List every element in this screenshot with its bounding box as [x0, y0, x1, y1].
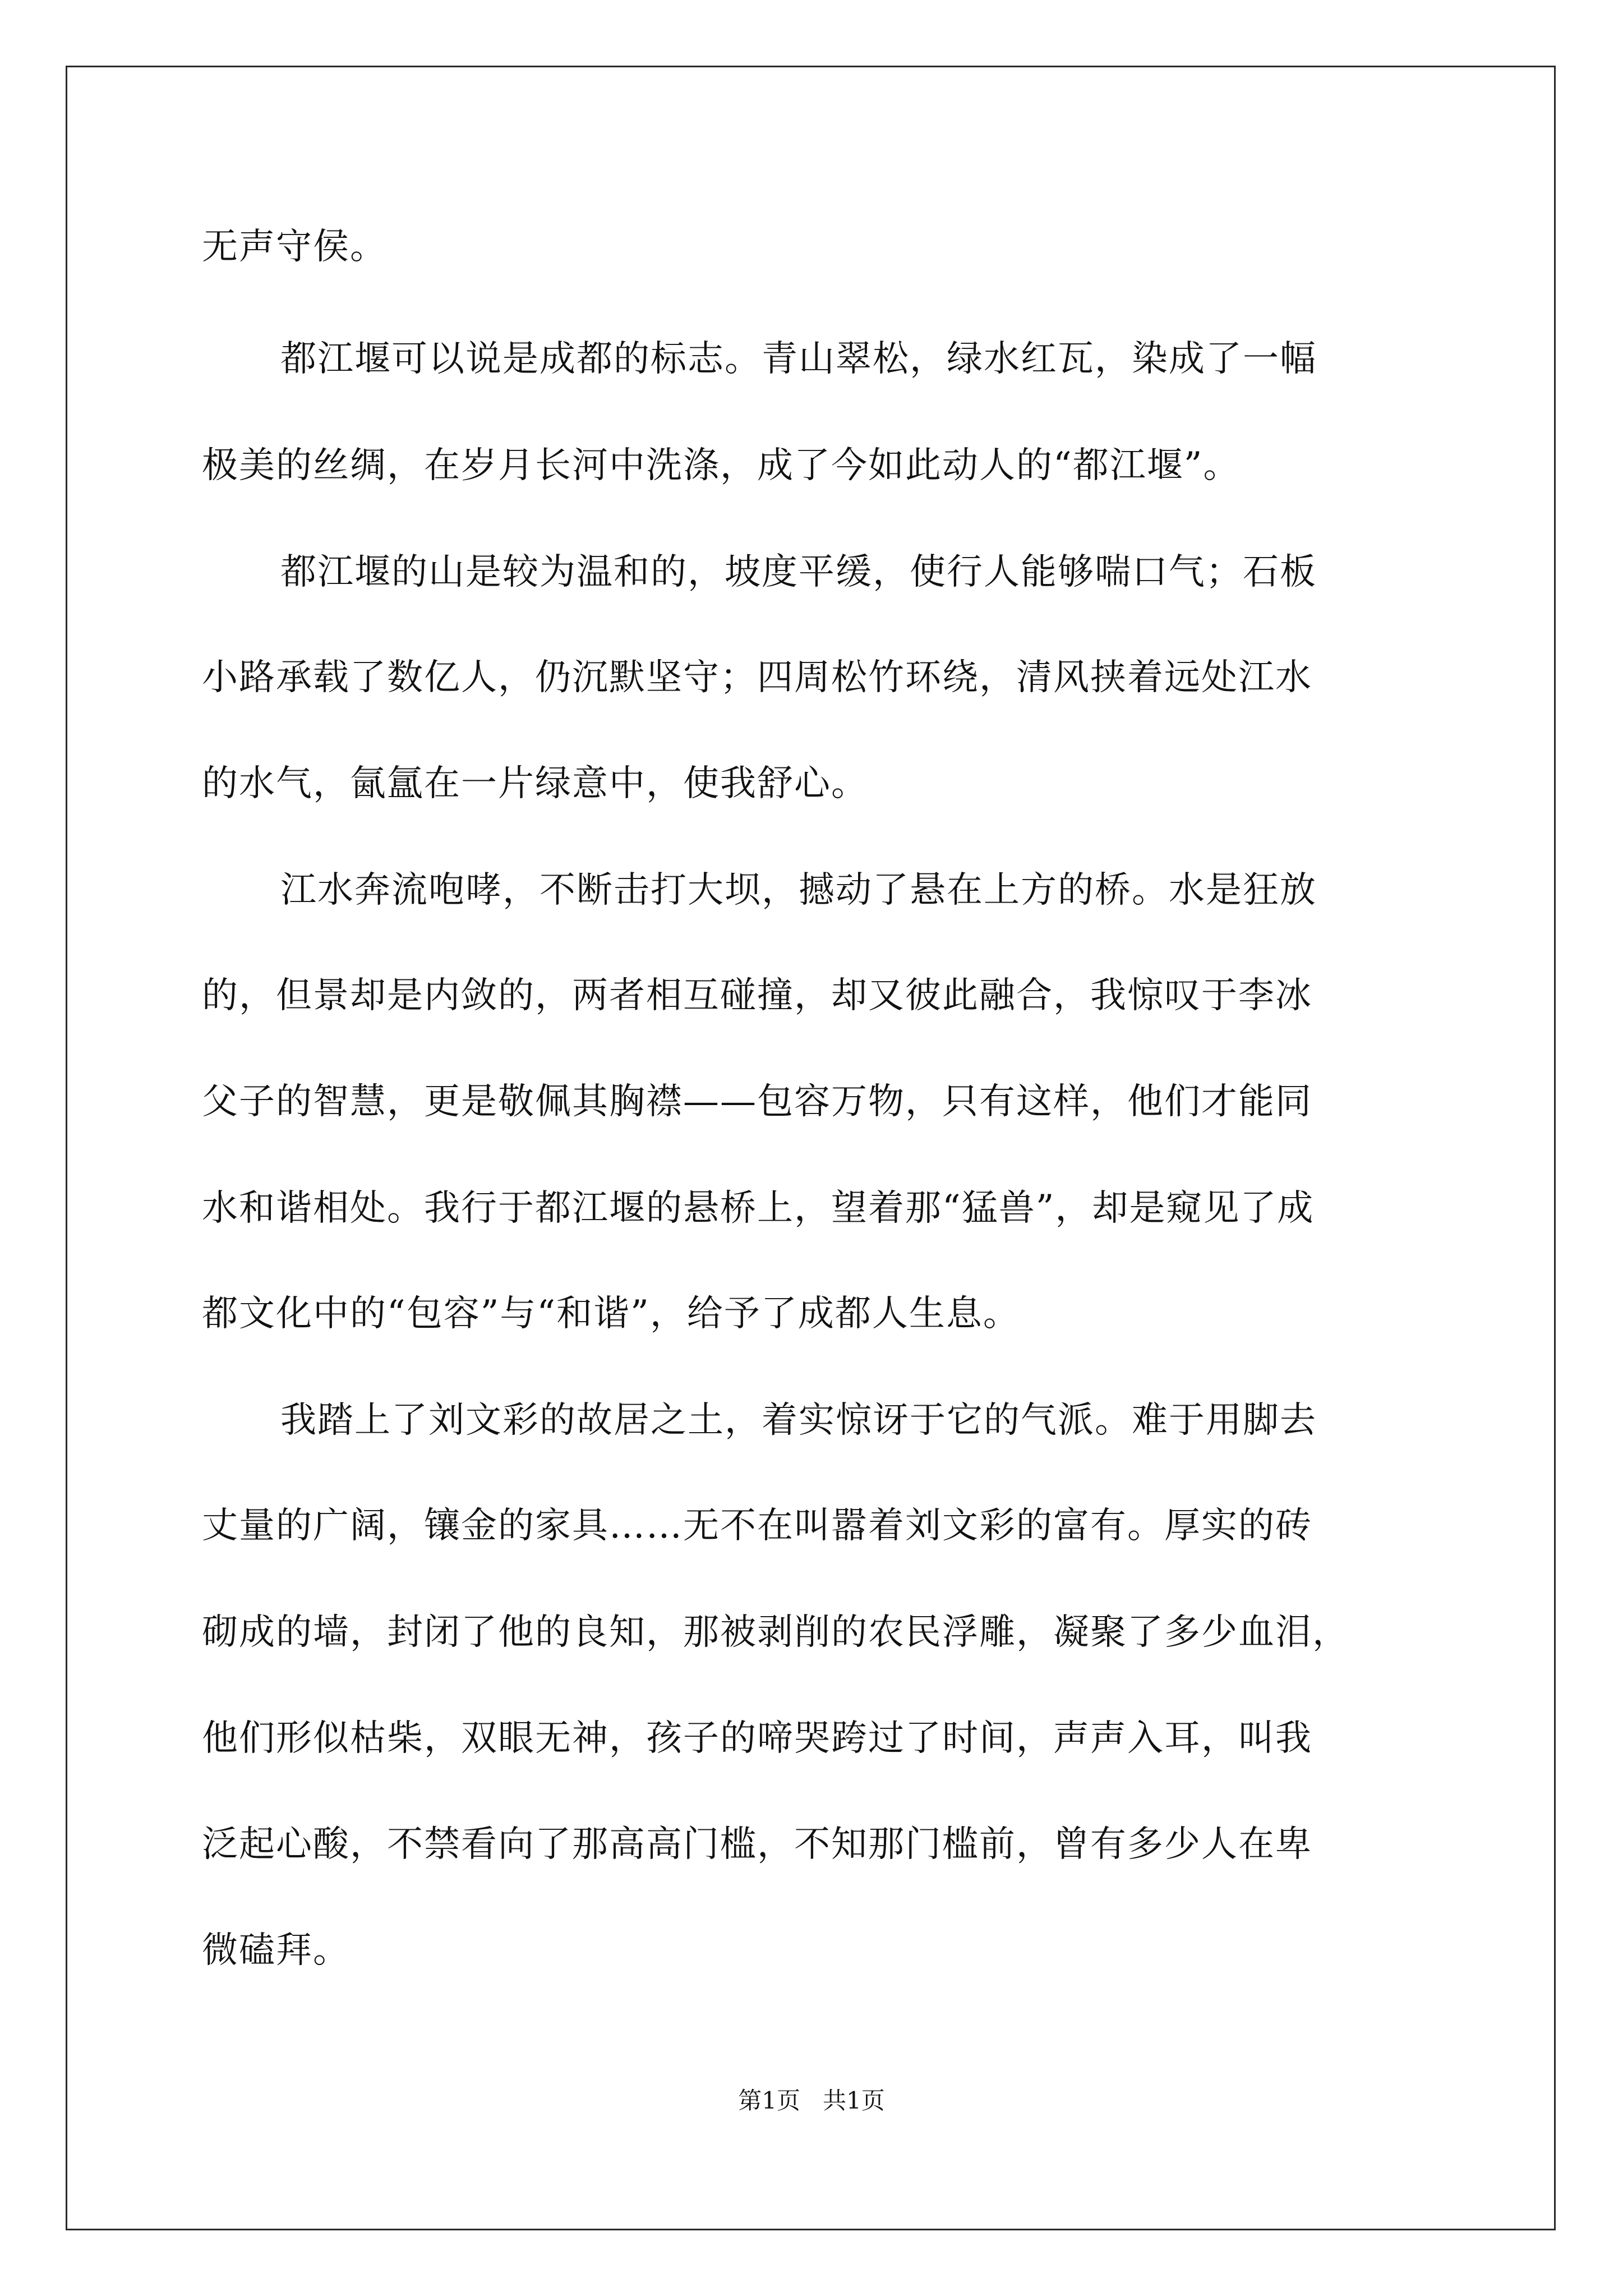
text-line: 无声守侯。 [202, 226, 387, 268]
paragraph-first-line: 江水奔流咆哮，不断击打大坝，撼动了悬在上方的桥。水是狂放 [280, 869, 1317, 911]
text-line: 都文化中的“包容”与“和谐”，给予了成都人生息。 [202, 1293, 1020, 1335]
text-line: 丈量的广阔，镶金的家具……无不在叫嚣着刘文彩的富有。厚实的砖 [202, 1505, 1312, 1547]
text-line: 的水气，氤氲在一片绿意中，使我舒心。 [202, 763, 868, 804]
text-line: 微磕拜。 [202, 1930, 350, 1971]
page-footer: 第1页 共1页 [738, 2087, 885, 2114]
text-line: 极美的丝绸，在岁月长河中洗涤，成了今如此动人的“都江堰”。 [202, 445, 1241, 486]
text-line: 父子的智慧，更是敬佩其胸襟——包容万物，只有这样，他们才能同 [202, 1081, 1312, 1122]
paragraph-first-line: 我踏上了刘文彩的故居之土，着实惊讶于它的气派。难于用脚去 [280, 1400, 1317, 1441]
page-border [66, 66, 1556, 2230]
paragraph-first-line: 都江堰可以说是成都的标志。青山翠松，绿水红瓦，染成了一幅 [280, 338, 1317, 380]
text-line: 他们形似枯柴，双眼无神，孩子的啼哭跨过了时间，声声入耳，叫我 [202, 1718, 1312, 1759]
paragraph-first-line: 都江堰的山是较为温和的，坡度平缓，使行人能够喘口气；石板 [280, 551, 1317, 593]
text-line: 小路承载了数亿人，仍沉默坚守；四周松竹环绕，清风挟着远处江水 [202, 657, 1312, 698]
text-line: 泛起心酸，不禁看向了那高高门槛，不知那门槛前，曾有多少人在卑 [202, 1824, 1312, 1865]
text-line: 砌成的墙，封闭了他的良知，那被剥削的农民浮雕，凝聚了多少血泪， [202, 1612, 1349, 1653]
text-line: 水和谐相处。我行于都江堰的悬桥上，望着那“猛兽”，却是窥见了成 [202, 1188, 1315, 1229]
text-line: 的，但景却是内敛的，两者相互碰撞，却又彼此融合，我惊叹于李冰 [202, 975, 1312, 1016]
